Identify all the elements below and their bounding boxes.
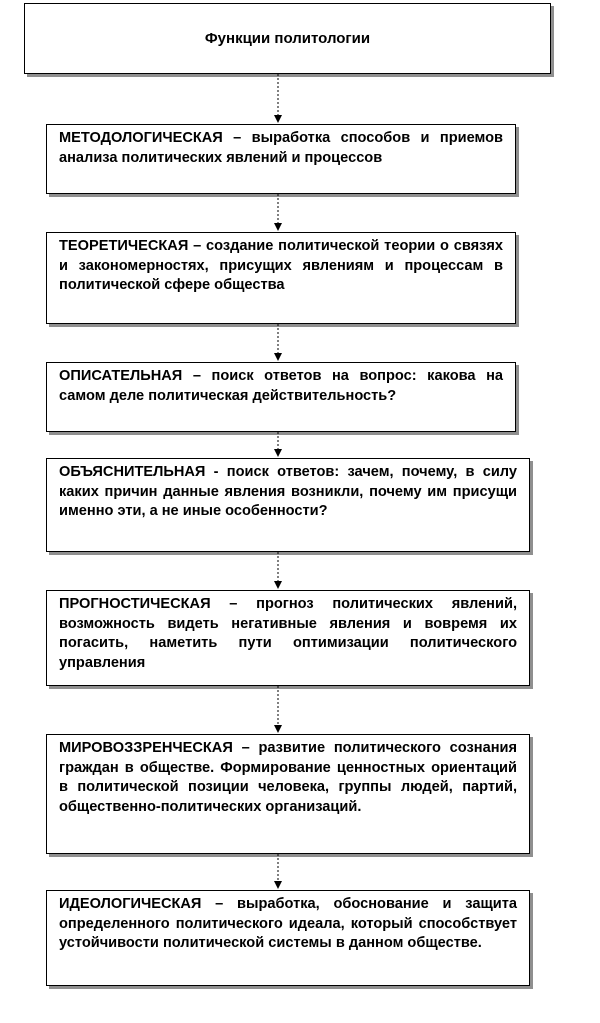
flow-arrow	[268, 854, 288, 890]
function-box-descriptive	[46, 362, 516, 432]
flow-arrow	[268, 194, 288, 232]
flow-arrow	[268, 432, 288, 458]
function-explanatory-text: ОБЪЯСНИТЕЛЬНАЯ - поиск ответов: зачем, почему, в силу каких причин данные явления возникли, почему им присущи именно эти, а не иные особенности?	[59, 464, 517, 519]
diagram-title: Функции политологии	[204, 30, 371, 47]
flow-arrow	[268, 324, 288, 362]
function-descriptive-text: ОПИСАТЕЛЬНАЯ – поиск ответов на вопрос: какова на самом деле политическая действительность?	[59, 368, 503, 404]
function-box-prognostic	[46, 590, 530, 686]
diagram-title-box	[24, 3, 551, 74]
function-box-worldview	[46, 734, 530, 854]
flow-arrow	[268, 552, 288, 590]
function-ideological-text: ИДЕОЛОГИЧЕСКАЯ – выработка, обоснование и защита определенного политического идеала, который способствует устойчивости политической системы в данном обществе.	[59, 896, 517, 951]
flow-arrow	[268, 74, 288, 124]
function-prognostic-text: ПРОГНОСТИЧЕСКАЯ – прогноз политических явлений, возможность видеть негативные явления и вовремя их погасить, наметить пути оптимизации политического управления	[59, 596, 517, 671]
flow-arrow	[268, 686, 288, 734]
function-box-explanatory	[46, 458, 530, 552]
function-box-methodological	[46, 124, 516, 194]
function-theoretical-text: ТЕОРЕТИЧЕСКАЯ – создание политической теории о связях и закономерностях, присущих явлениям и процессам в политической сфере общества	[59, 238, 503, 293]
function-worldview-text: МИРОВОЗЗРЕНЧЕСКАЯ – развитие политического сознания граждан в обществе. Формирование ценностных ориентаций в политической позиции человека, группы людей, партий, общественно-политических организаций.	[59, 740, 517, 815]
function-methodological-text: МЕТОДОЛОГИЧЕСКАЯ – выработка способов и приемов анализа политических явлений и процессов	[59, 130, 503, 166]
function-box-ideological	[46, 890, 530, 986]
function-box-theoretical	[46, 232, 516, 324]
